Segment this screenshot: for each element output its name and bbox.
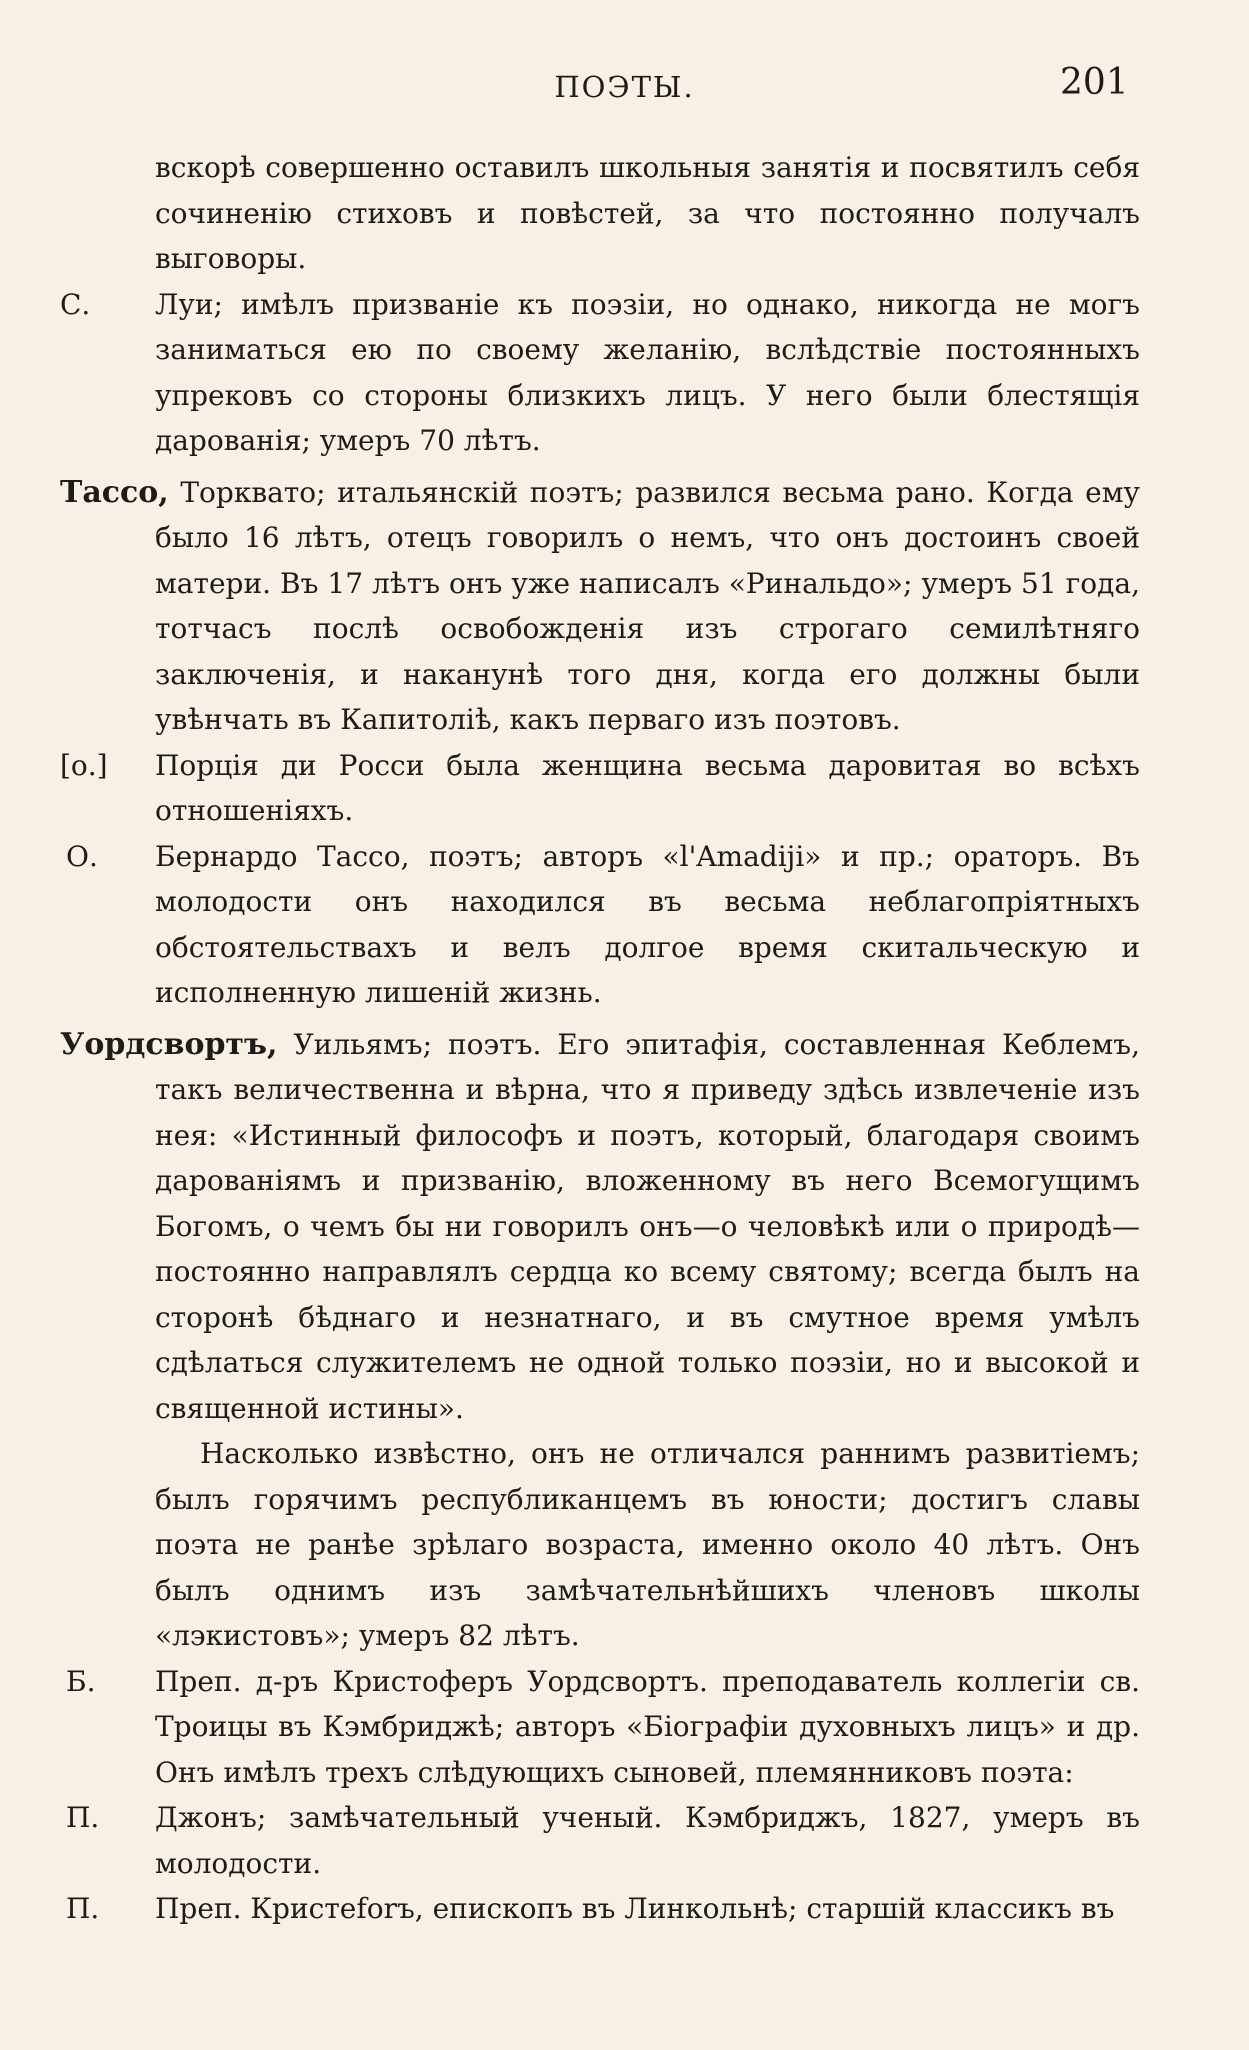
entry-label: Б.	[66, 1664, 96, 1698]
headword: Уордсвортъ,	[60, 1026, 278, 1062]
page-body	[60, 145, 1140, 1932]
entry-text: Преп. д-ръ Кристоферъ Уордсвортъ. преподаватель коллегіи св. Троицы въ Кэмбриджѣ; авторъ «Біографіи духовныхъ лицъ» и др. Онъ имѣлъ трехъ слѣдующихъ сыновей, племянниковъ поэта:	[155, 1664, 1140, 1789]
relative-entry-s	[60, 282, 1140, 464]
entry-text: Торквато; итальянскій поэтъ; развился весьма рано. Когда ему было 16 лѣтъ, отецъ говорилъ о немъ, что онъ достоинъ своей матери. Въ 17 лѣтъ онъ уже написалъ «Ринальдо»; умеръ 51 года, тотчасъ послѣ освобожденія изъ строгаго семилѣтняго заключенія, и наканунѣ того дня, когда его должны были увѣнчать въ Капитоліѣ, какъ перваго изъ поэтовъ.	[155, 475, 1140, 736]
entry-label: О.	[66, 839, 98, 873]
running-title: ПОЭТЫ.	[554, 70, 695, 104]
entry-text: Уильямъ; поэтъ. Его эпитафія, составленная Кеблемъ, такъ величественна и вѣрна, что я приведу здѣсь извлеченіе изъ нея: «Истинный философъ и поэтъ, который, благодаря своимъ дарованіямъ и призванію, вложенному въ него Всемогущимъ Богомъ, о чемъ бы ни говорилъ онъ—о человѣкѣ или о природѣ—постоянно направлялъ сердца ко всему святому; всегда былъ на сторонѣ бѣднаго и незнатнаго, и въ смутное время умѣлъ сдѣлаться служителемъ не одной только поэзіи, но и высокой и священной истины».	[155, 1027, 1140, 1425]
headword-entry-tasso	[60, 470, 1140, 743]
entry-text: Луи; имѣлъ призваніе къ поэзіи, но однако, никогда не могъ заниматься ею по своему желанію, вслѣдствіе постоянныхъ упрековъ со стороны близкихъ лицъ. У него были блестящія дарованія; умеръ 70 лѣтъ.	[155, 287, 1140, 457]
entry-label: [о.]	[60, 748, 108, 782]
entry-text: вскорѣ совершенно оставилъ школьныя занятія и посвятилъ себя сочиненію стиховъ и повѣстей, за что постоянно получалъ выговоры.	[155, 151, 1140, 275]
relative-entry-o-bracket	[60, 743, 1140, 834]
relative-entry-b	[60, 1659, 1140, 1796]
entry-text: Джонъ; замѣчательный ученый. Кэмбриджъ, 1827, умеръ въ молодости.	[155, 1801, 1140, 1880]
continuation-paragraph	[60, 145, 1140, 282]
entry-label: П.	[66, 1801, 100, 1834]
relative-entry-p-1	[60, 1795, 1140, 1886]
relative-entry-p-2	[60, 1886, 1140, 1932]
relative-entry-o	[60, 834, 1140, 1016]
page-number: 201	[1060, 62, 1129, 103]
entry-label: П.	[66, 1892, 100, 1925]
entry-text: Порція ди Росси была женщина весьма даровитая во всѣхъ отношеніяхъ.	[155, 748, 1140, 827]
entry-label: С.	[60, 287, 91, 321]
headword-entry-wordsworth	[60, 1022, 1140, 1432]
entry-text: Преп. Кристеforъ, епископъ въ Линкольнѣ; старшій классикъ въ	[155, 1892, 1115, 1925]
entry-text: Бернардо Тассо, поэтъ; авторъ «l'Amadiji» и пр.; ораторъ. Въ молодости онъ находился въ весьма неблагопріятныхъ обстоятельствахъ и велъ долгое время скитальческую и исполненную лишеній жизнь.	[155, 839, 1140, 1009]
headword: Тассо,	[60, 474, 169, 510]
entry-text: Насколько извѣстно, онъ не отличался раннимъ развитіемъ; былъ горячимъ республиканцемъ въ юности; достигъ славы поэта не ранѣе зрѣлаго возраста, именно около 40 лѣтъ. Онъ былъ однимъ изъ замѣчательнѣйшихъ членовъ школы «лэкистовъ»; умеръ 82 лѣтъ.	[155, 1437, 1140, 1652]
body-paragraph	[60, 1431, 1140, 1659]
